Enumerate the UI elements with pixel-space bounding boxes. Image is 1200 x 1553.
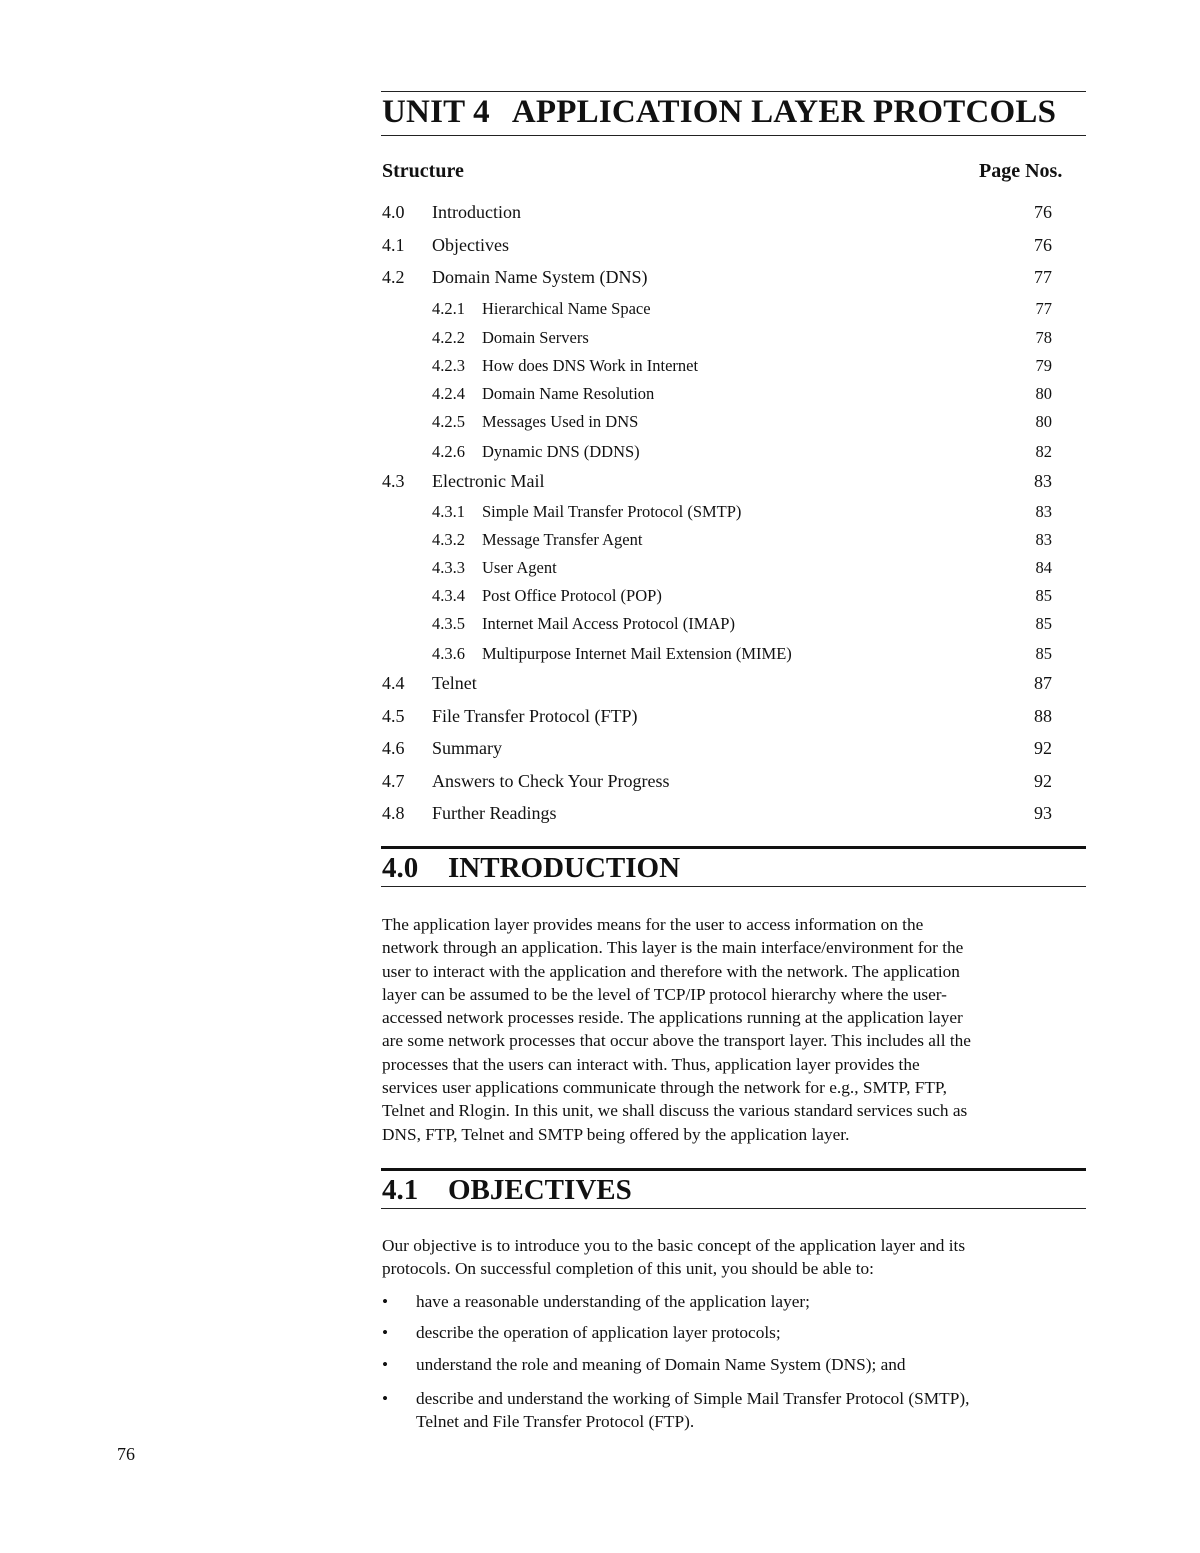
toc-title: Electronic Mail [432,471,545,491]
toc-number: 4.2 [382,267,405,287]
objectives-bottom-rule [381,1208,1086,1209]
bullet-icon: • [382,1355,389,1374]
toc-page: 80 [1035,412,1052,431]
toc-title: Answers to Check Your Progress [432,771,670,791]
introduction-paragraph [382,913,1082,1146]
toc-title: Message Transfer Agent [482,530,643,549]
paragraph-line: layer can be assumed to be the level of TCP/IP protocol hierarchy where the user- [382,984,947,1004]
toc-number: 4.7 [382,771,405,791]
page-nos-label: Page Nos. [979,160,1063,182]
bullet-line: describe and understand the working of Simple Mail Transfer Protocol (SMTP), [416,1389,970,1408]
toc-page: 83 [1035,530,1052,549]
bullet-text [416,1353,906,1376]
toc-number: 4.3.1 [432,502,465,521]
toc-page: 88 [1034,706,1052,726]
toc-number: 4.1 [382,235,405,255]
toc-number: 4.3.5 [432,614,465,633]
paragraph-line: services user applications communicate through the network for e.g., SMTP, FTP, [382,1078,947,1098]
toc-page: 85 [1035,644,1052,663]
toc-title: Telnet [432,673,477,693]
section-number: 4.1 [382,1174,419,1206]
unit-number: UNIT 4 [382,94,490,130]
toc-title: Domain Name System (DNS) [432,267,648,287]
toc-number: 4.3.2 [432,530,465,549]
introduction-top-rule [381,846,1086,849]
introduction-bottom-rule [381,886,1086,887]
toc-page: 77 [1034,267,1052,287]
toc-title: Domain Servers [482,328,589,347]
objectives-intro [382,1234,1082,1281]
toc-page: 92 [1034,738,1052,758]
toc-page: 84 [1035,558,1052,577]
toc-number: 4.2.3 [432,356,465,375]
toc-title: Domain Name Resolution [482,384,655,403]
toc-number: 4.0 [382,202,405,222]
section-title: OBJECTIVES [448,1174,632,1206]
toc-page: 76 [1034,235,1052,255]
toc-number: 4.3.3 [432,558,465,577]
toc-page: 85 [1035,614,1052,633]
toc-title: User Agent [482,558,557,577]
toc-title: How does DNS Work in Internet [482,356,699,375]
paragraph-line: user to interact with the application and therefore with the network. The application [382,961,960,981]
toc-number: 4.2.6 [432,442,465,461]
toc-page: 78 [1035,328,1052,347]
paragraph-line: Telnet and Rlogin. In this unit, we shall discuss the various standard services such as [382,1101,968,1121]
toc-number: 4.2.1 [432,299,465,318]
toc-page: 92 [1034,771,1052,791]
bullet-line: have a reasonable understanding of the application layer; [416,1292,810,1311]
toc-page: 82 [1035,442,1052,461]
toc-title: File Transfer Protocol (FTP) [432,706,638,726]
unit-title-top-rule [381,91,1086,92]
toc-number: 4.4 [382,673,405,693]
toc-number: 4.2.5 [432,412,465,431]
objectives-top-rule [381,1168,1086,1171]
toc-title: Summary [432,738,502,758]
page-number: 76 [117,1444,135,1464]
objectives-heading [382,1174,632,1207]
paragraph-line: accessed network processes reside. The applications running at the application layer [382,1008,963,1028]
paragraph-line: DNS, FTP, Telnet and SMTP being offered by the application layer. [382,1124,850,1144]
toc-page: 93 [1034,803,1052,823]
toc-title: Dynamic DNS (DDNS) [482,442,640,461]
toc-title: Further Readings [432,803,557,823]
toc-title: Post Office Protocol (POP) [482,586,662,605]
bullet-line: understand the role and meaning of Domain Name System (DNS); and [416,1355,906,1374]
toc-number: 4.5 [382,706,405,726]
toc-title: Introduction [432,202,521,222]
introduction-heading [382,852,680,885]
paragraph-line: processes that the users can interact with. Thus, application layer provides the [382,1054,920,1074]
toc-number: 4.2.2 [432,328,465,347]
toc-title: Multipurpose Internet Mail Extension (MIME) [482,644,792,663]
toc-number: 4.2.4 [432,384,465,403]
toc-number: 4.3.4 [432,586,465,605]
paragraph-line: are some network processes that occur above the transport layer. This includes all the [382,1031,971,1051]
bullet-text [416,1321,781,1344]
unit-title-bottom-rule [381,135,1086,136]
paragraph-line: protocols. On successful completion of this unit, you should be able to: [382,1259,874,1279]
paragraph-line: Our objective is to introduce you to the basic concept of the application layer and its [382,1236,966,1255]
toc-title: Objectives [432,235,509,255]
bullet-line: Telnet and File Transfer Protocol (FTP). [416,1412,695,1432]
toc-title: Hierarchical Name Space [482,299,651,318]
toc-page: 87 [1034,673,1052,693]
bullet-text [416,1387,969,1434]
toc-number: 4.8 [382,803,405,823]
toc-number: 4.3 [382,471,405,491]
toc-page: 83 [1035,502,1052,521]
bullet-icon: • [382,1323,389,1342]
structure-label: Structure [382,160,464,182]
unit-title [382,94,1056,131]
toc-page: 85 [1035,586,1052,605]
toc-title: Messages Used in DNS [482,412,639,431]
bullet-icon: • [382,1292,389,1311]
toc-page: 77 [1035,299,1052,318]
unit-title-text: APPLICATION LAYER PROTCOLS [511,94,1057,130]
bullet-text [416,1290,810,1313]
toc-page: 79 [1035,356,1052,375]
section-title: INTRODUCTION [448,852,681,884]
section-number: 4.0 [382,852,419,884]
bullet-icon: • [382,1389,389,1408]
toc-page: 80 [1035,384,1052,403]
paragraph-line: network through an application. This layer is the main interface/environment for the [382,938,964,958]
bullet-line: describe the operation of application layer protocols; [416,1323,781,1342]
toc-number: 4.3.6 [432,644,465,663]
paragraph-line: The application layer provides means for the user to access information on the [382,915,924,934]
toc-page: 76 [1034,202,1052,222]
toc-title: Internet Mail Access Protocol (IMAP) [482,614,735,633]
toc-title: Simple Mail Transfer Protocol (SMTP) [482,502,742,521]
toc-page: 83 [1034,471,1052,491]
toc-number: 4.6 [382,738,405,758]
